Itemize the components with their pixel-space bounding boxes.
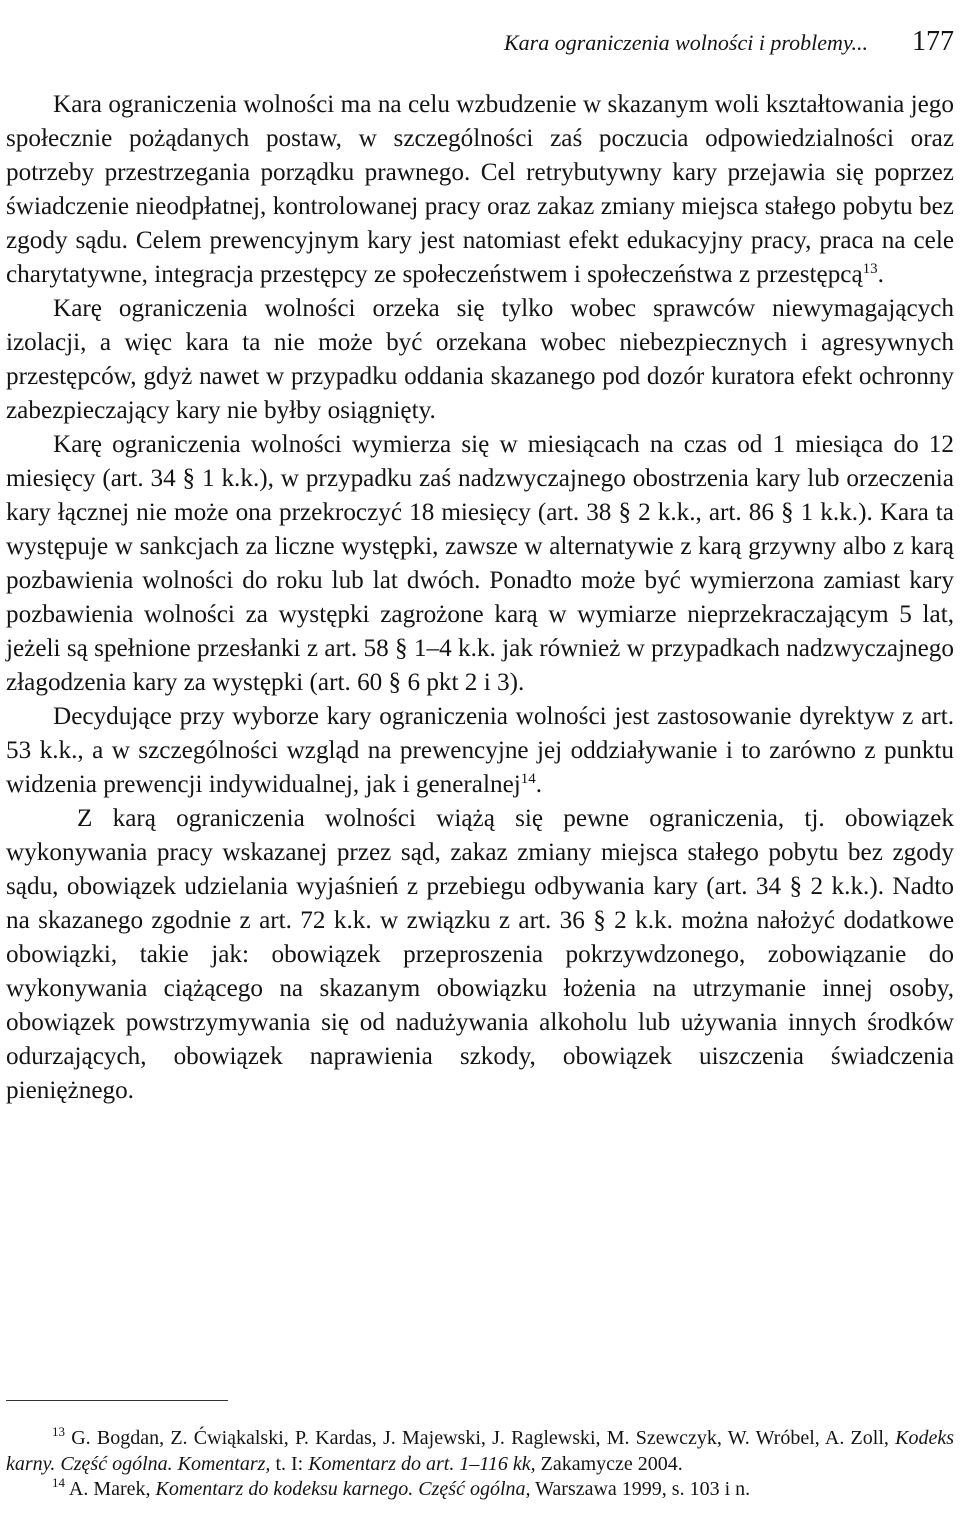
paragraph-5: Z karą ograniczenia wolności wiążą się pewne ograniczenia, tj. obowiązek wykonywania pracy wskazanej przez sąd, zakaz zmiany miejsca stałego pobytu bez zgody sądu, obowiązek udzielania wyjaśnień z przebiegu odbywania kary (art. 34 § 2 k.k.). Nadto na skazanego zgodnie z art. 72 k.k. w związku z art. 36 § 2 k.k. można nałożyć dodatkowe obowiązki, takie jak: obowiązek przeproszenia pokrzywdzonego, zobowiązanie do wykonywania ciążącego na skazanym obowiązku łożenia na utrzymanie innej osoby, obowiązek powstrzymywania się od nadużywania alkoholu lub używania innych środków odurzających, obowiązek naprawienia szkody, obowiązek uiszczenia świadczenia pieniężnego.	[6, 805, 954, 1104]
footnote-13-authors: G. Bogdan, Z. Ćwiąkalski, P. Kardas, J. Majewski, J. Raglewski, M. Szewczyk, W. Wróbel, A. Zoll,	[71, 1427, 896, 1449]
footnote-13-number: 13	[52, 1424, 65, 1439]
paragraph-4-tail: .	[535, 771, 543, 798]
paragraph-1-tail: .	[877, 261, 884, 288]
body-text	[6, 88, 954, 1108]
footnote-13	[6, 1426, 954, 1477]
footnote-14	[6, 1477, 954, 1503]
paragraph-2: Karę ograniczenia wolności orzeka się tylko wobec sprawców niewymagających izolacji, a więc kara ta nie może być orzekana wobec niebezpiecznych i agresywnych przestępców, gdyż nawet w przypadku oddania skazanego pod dozór kuratora efekt ochronny zabezpieczający kary nie byłby osiągnięty.	[6, 295, 954, 424]
footnote-14-number: 14	[52, 1475, 65, 1490]
footnote-14-author: A. Marek,	[68, 1478, 156, 1500]
footnotes	[6, 1426, 954, 1503]
footnote-13-volume: t. I:	[270, 1452, 309, 1475]
page-header	[0, 26, 954, 62]
footnote-13-publisher: Zakamycze 2004.	[535, 1452, 683, 1475]
running-title: Kara ograniczenia wolności i problemy...	[503, 30, 868, 55]
paragraph-4-text: Decydujące przy wyborze kary ograniczenia wolności jest zastosowanie dyrektyw z art. 53 k.k., a w szczególności wzgląd na prewencyjne jej oddziaływanie i to zarówno z punktu widzenia prewencji indywidualnej, jak i generalnej	[6, 703, 954, 798]
footnote-separator	[6, 1400, 228, 1401]
paragraph-1-text: Kara ograniczenia wolności ma na celu wzbudzenie w skazanym woli kształtowania jego społecznie pożądanych postaw, w szczególności zaś poczucia odpowiedzialności oraz potrzeby przestrzegania porządku prawnego. Cel retrybutywny kary przejawia się poprzez świadczenie nieodpłatnej, kontrolowanej pracy oraz zakaz zmiany miejsca stałego pobytu bez zgody sądu. Celem prewencyjnym kary jest natomiast efekt edukacyjny pracy, praca na cele charytatywne, integracja przestępcy ze społeczeństwem i społeczeństwa z przestępcą	[6, 91, 954, 288]
paragraph-3: Karę ograniczenia wolności wymierza się w miesiącach na czas od 1 miesiąca do 12 miesięcy (art. 34 § 1 k.k.), w przypadku zaś nadzwyczajnego obostrzenia kary lub orzeczenia kary łącznej nie może ona przekroczyć 18 miesięcy (art. 38 § 2 k.k., art. 86 § 1 k.k.). Kara ta występuje w sankcjach za liczne występki, zawsze w alternatywie z karą grzywny albo z karą pozbawienia wolności do roku lub lat dwóch. Ponadto może być wymierzona zamiast kary pozbawienia wolności za występki zagrożone karą w wymiarze nieprzekraczającym 5 lat, jeżeli są spełnione przesłanki z art. 58 § 1–4 k.k. jak również w przypadkach nadzwyczajnego złagodzenia kary za występki (art. 60 § 6 pkt 2 i 3).	[6, 431, 954, 696]
footnote-13-title: Kodeks karny. Część ogólna. Komentarz,	[6, 1427, 955, 1475]
footnote-14-title: Komentarz do kodeksu karnego. Część ogólna,	[155, 1478, 531, 1500]
footnote-ref-13: 13	[862, 261, 878, 277]
footnote-ref-14: 14	[520, 771, 536, 787]
footnote-14-publisher: Warszawa 1999, s. 103 i n.	[530, 1478, 751, 1500]
paragraph-4	[6, 700, 954, 802]
page-number: 177	[912, 26, 954, 57]
paragraph-1	[6, 88, 954, 292]
footnote-13-subtitle: Komentarz do art. 1–116 kk,	[308, 1452, 536, 1475]
